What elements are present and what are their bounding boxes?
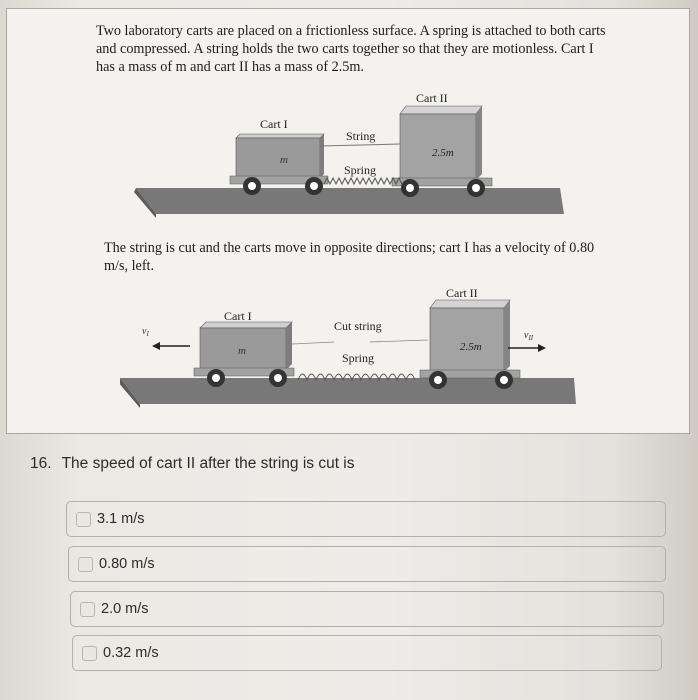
fig1-cart1-label: Cart I [260,117,288,131]
fig2-spring-label: Spring [342,351,375,365]
answer-option-1[interactable] [66,501,666,537]
figure-released-carts [120,286,590,414]
fig2-cart1-label: Cart I [224,309,252,323]
cart-1-box [236,134,324,138]
answer-checkbox[interactable] [78,557,93,572]
answer-option-3[interactable] [70,591,664,627]
cart-2-box-2 [430,308,504,372]
fig2-cart2-label: Cart II [446,286,478,300]
fig2-v1-label: $v_I$ [142,326,149,338]
problem-outcome-text: The string is cut and the carts move in opposite directions; cart I has a velocity of 0.80 m/s, left. [104,240,595,274]
answer-option-label: 2.0 m/s [101,601,149,617]
fig1-spring-label: Spring [344,163,377,177]
answer-option-label: 0.80 m/s [99,556,155,572]
problem-intro-text: Two laboratory carts are placed on a frictionless surface. A spring is attached to both carts and compressed. A string holds the two carts together so that they are motionless. Cart I has a mass of m and cart II has a mass of 2.5m. [96,23,606,75]
question-prompt [30,455,355,473]
answer-checkbox[interactable] [82,646,97,661]
answer-option-label: 0.32 m/s [103,645,159,661]
fig1-cart2-mass: 2.5m [432,147,454,159]
answer-option-2[interactable] [68,546,666,582]
fig1-cart2-label: Cart II [416,91,448,105]
question-text: The speed of cart II after the string is cut is [61,455,355,472]
question-number: 16. [30,455,52,472]
answer-checkbox[interactable] [76,512,91,527]
fig1-spring [324,178,402,184]
answer-checkbox[interactable] [80,602,95,617]
track-surface [136,188,564,214]
fig2-cart1-mass: m [238,345,246,357]
fig1-string-label: String [346,129,376,143]
fig1-string [320,144,400,146]
fig1-cart1-mass: m [280,154,288,166]
fig2-string-label: Cut string [334,319,382,333]
figure-compressed-carts [120,88,580,226]
fig2-cart2-mass: 2.5m [460,341,482,353]
answer-option-4[interactable] [72,635,662,671]
answer-option-label: 3.1 m/s [97,511,145,527]
fig2-v2-label: $v_{II}$ [524,330,534,342]
